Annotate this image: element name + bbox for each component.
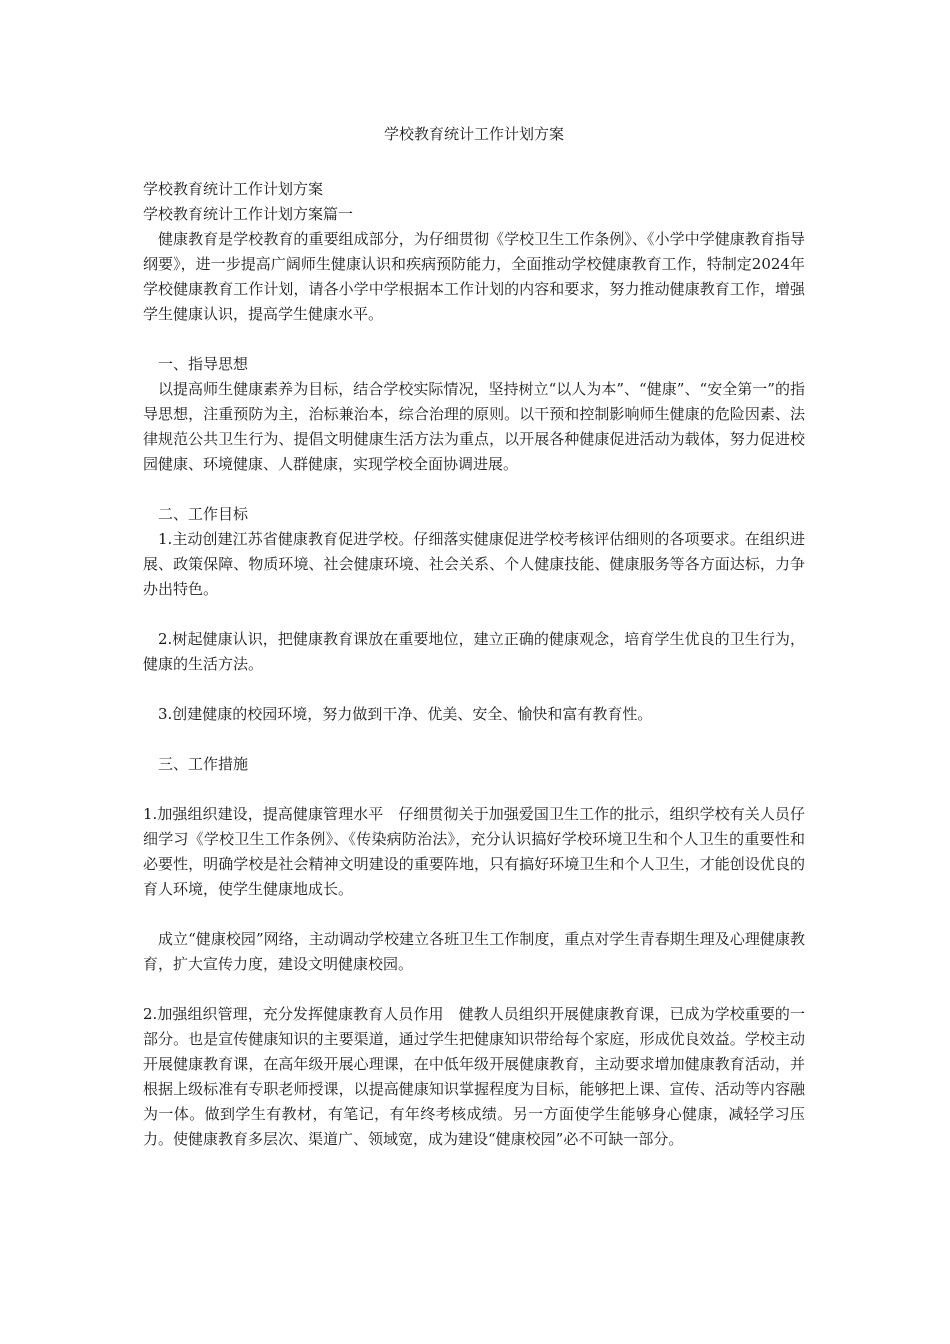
spacer — [143, 727, 805, 752]
document-title: 学校教育统计工作计划方案 — [383, 125, 564, 143]
goal-item-2: 2.树起健康认识，把健康教育课放在重要地位，建立正确的健康观念，培育学生优良的卫生行为，健康的生活方法。 — [143, 630, 805, 673]
goal-item-3: 3.创建健康的校园环境，努力做到干净、优美、安全、愉快和富有教育性。 — [158, 705, 653, 723]
spacer — [143, 902, 805, 927]
spacer — [143, 327, 805, 352]
section-heading-guiding-thought: 一、指导思想 — [158, 355, 249, 373]
document-page — [143, 122, 805, 1152]
document-subtitle: 学校教育统计工作计划方案 — [143, 180, 324, 198]
measure-item-1: 1.加强组织建设，提高健康管理水平 仔细贯彻关于加强爱国卫生工作的批示，组织学校有关人员仔细学习《学校卫生工作条例》、《传染病防治法》，充分认识搞好学校环境卫生和个人卫生的重要性和必要性，明确学校是社会精神文明建设的重要阵地，只有搞好环境卫生和个人卫生，才能创设优良的育人环境，使学生健康地成长。 — [143, 805, 805, 898]
spacer — [143, 777, 805, 802]
intro-paragraph: 健康教育是学校教育的重要组成部分，为仔细贯彻《学校卫生工作条例》、《小学中学健康教育指导纲要》，进一步提高广阔师生健康认识和疾病预防能力，全面推动学校健康教育工作，特制定2024年学校健康教育工作计划，请各小学中学根据本工作计划的内容和要求，努力推动健康教育工作，增强学生健康认识，提高学生健康水平。 — [143, 230, 805, 323]
spacer — [143, 477, 805, 502]
guiding-thought-paragraph: 以提高师生健康素养为目标，结合学校实际情况，坚持树立“以人为本”、“健康”、“安全第一”的指导思想，注重预防为主，治标兼治本，综合治理的原则。以干预和控制影响师生健康的危险因素、法律规范公共卫生行为、提倡文明健康生活方法为重点，以开展各种健康促进活动为载体，努力促进校园健康、环境健康、人群健康，实现学校全面协调进展。 — [143, 380, 805, 473]
goal-item-1: 1.主动创建江苏省健康教育促进学校。仔细落实健康促进学校考核评估细则的各项要求。在组织进展、政策保障、物质环境、社会健康环境、社会关系、个人健康技能、健康服务等各方面达标，力争办出特色。 — [143, 530, 805, 598]
spacer — [143, 677, 805, 702]
spacer — [143, 977, 805, 1002]
measure-item-1-extra: 成立“健康校园”网络，主动调动学校建立各班卫生工作制度，重点对学生青春期生理及心理健康教育，扩大宣传力度，建设文明健康校园。 — [143, 930, 805, 973]
document-subtitle-part-one: 学校教育统计工作计划方案篇一 — [143, 205, 354, 223]
measure-item-2: 2.加强组织管理，充分发挥健康教育人员作用 健教人员组织开展健康教育课，已成为学校重要的一部分。也是宣传健康知识的主要渠道，通过学生把健康知识带给每个家庭，形成优良效益。学校主动开展健康教育课，在高年级开展心理课，在中低年级开展健康教育，主动要求增加健康教育活动，并根据上级标准有专职老师授课，以提高健康知识掌握程度为目标，能够把上课、宣传、活动等内容融为一体。做到学生有教材，有笔记，有年终考核成绩。另一方面使学生能够身心健康，减轻学习压力。使健康教育多层次、渠道广、领域宽，成为建设“健康校园”必不可缺一部分。 — [143, 1005, 805, 1148]
section-heading-work-measures: 三、工作措施 — [158, 755, 249, 773]
section-heading-work-goals: 二、工作目标 — [158, 505, 249, 523]
spacer — [143, 602, 805, 627]
